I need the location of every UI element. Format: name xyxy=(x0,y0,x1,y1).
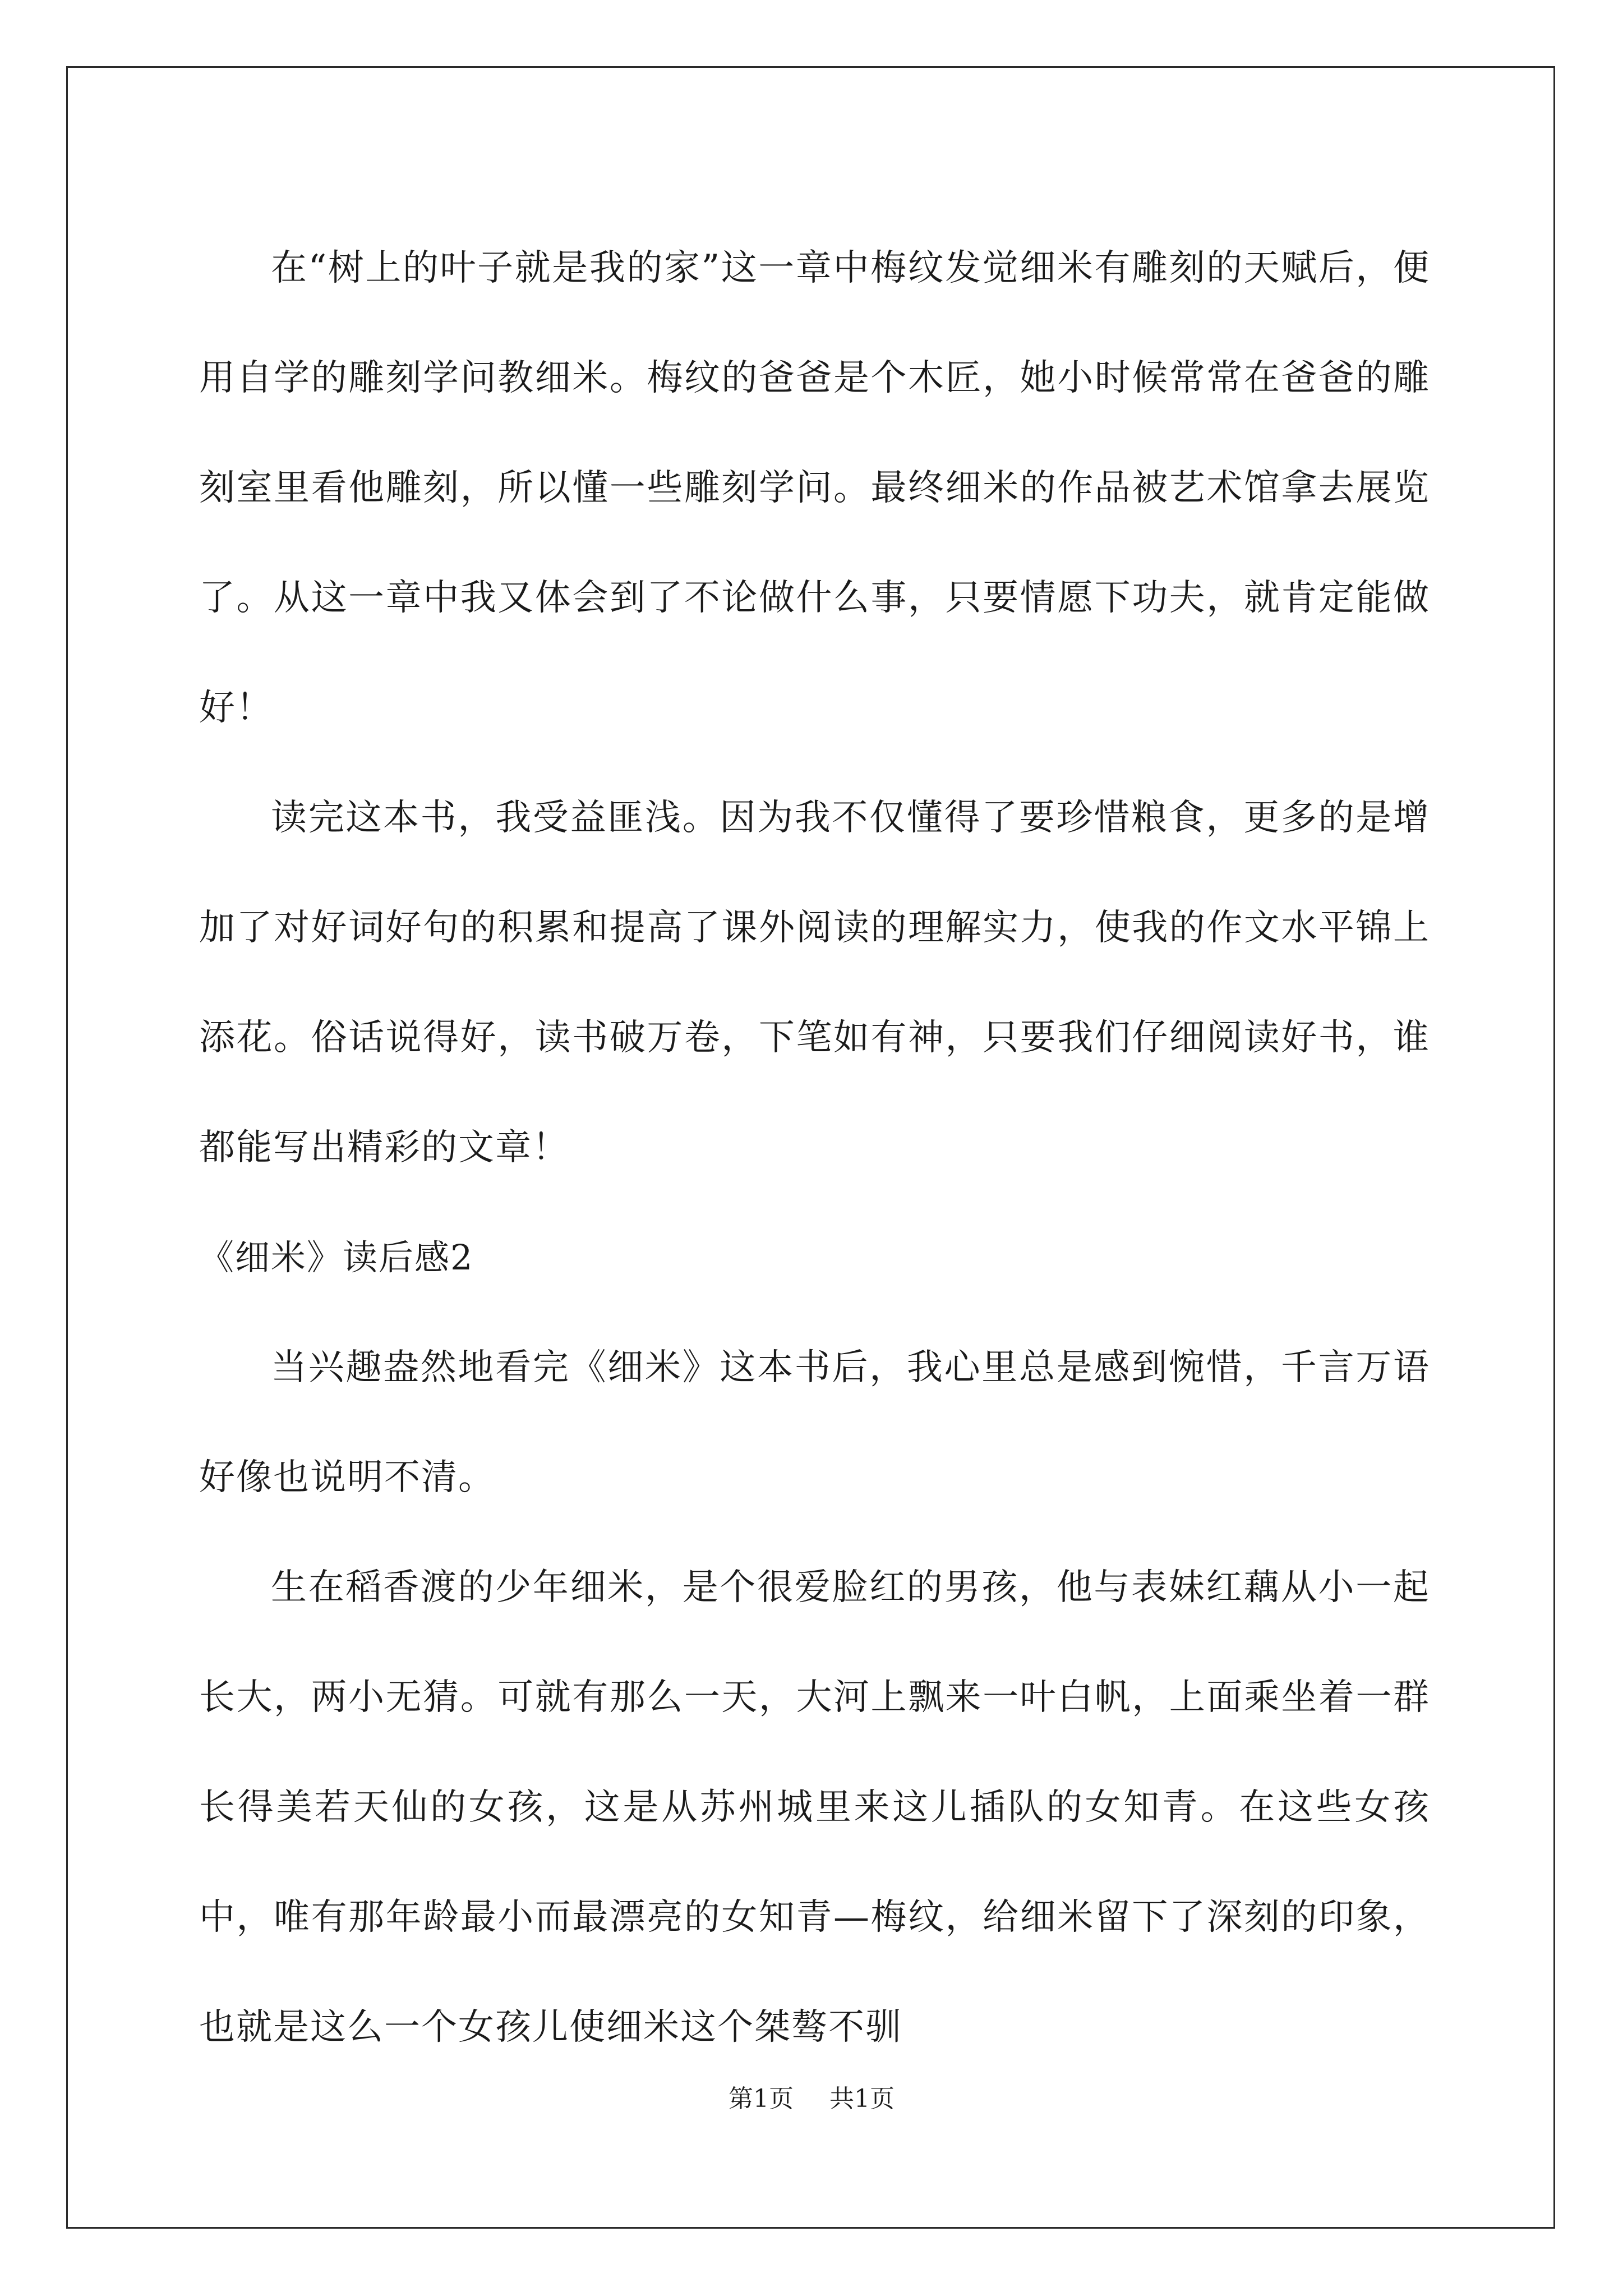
paragraph-carving-chapter: 在“树上的叶子就是我的家”这一章中梅纹发觉细米有雕刻的天赋后，便用自学的雕刻学问教细米。梅纹的爸爸是个木匠，她小时候常常在爸爸的雕刻室里看他雕刻，所以懂一些雕刻学问。最终细米的作品被艺术馆拿去展览了。从这一章中我又体会到了不论做什么事，只要情愿下功夫，就肯定能做好！ xyxy=(199,247,1430,729)
paragraph-reflection: 读完这本书，我受益匪浅。因为我不仅懂得了要珍惜粮食，更多的是增加了对好词好句的积累和提高了课外阅读的理解实力，使我的作文水平锦上添花。俗话说得好，读书破万卷，下笔如有神，只要我们仔细阅读好书，谁都能写出精彩的文章！ xyxy=(199,797,1430,1168)
section-heading: 《细米》读后感2 xyxy=(199,1237,474,1278)
document-body xyxy=(199,213,1430,2082)
page-total: 共1页 xyxy=(829,2085,895,2113)
page-number: 第1页 xyxy=(728,2085,794,2113)
page-footer xyxy=(0,2082,1623,2116)
paragraph-story: 生在稻香渡的少年细米，是个很爱脸红的男孩，他与表妹红藕从小一起长大，两小无猜。可就有那么一天，大河上飘来一叶白帆，上面乘坐着一群长得美若天仙的女孩，这是从苏州城里来这儿插队的女知青。在这些女孩中，唯有那年龄最小而最漂亮的女知青—梅纹，给细米留下了深刻的印象，也就是这么一个女孩儿使细米这个桀骜不驯 xyxy=(199,1567,1430,2048)
paragraph-intro: 当兴趣盎然地看完《细米》这本书后，我心里总是感到惋惜，千言万语好像也说明不清。 xyxy=(199,1347,1430,1498)
